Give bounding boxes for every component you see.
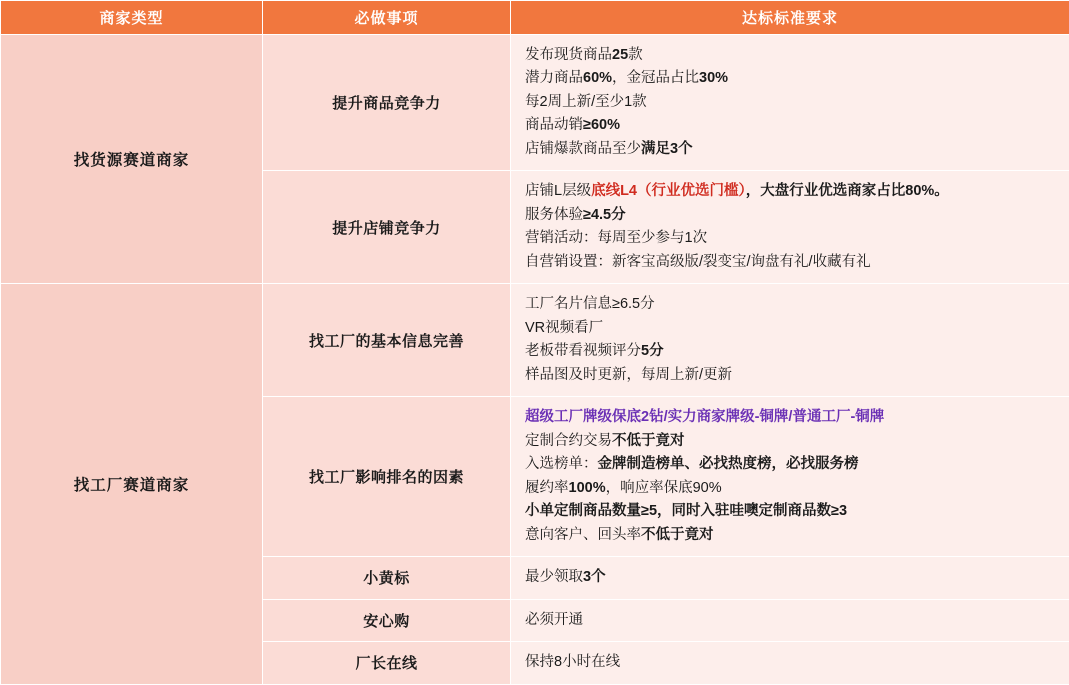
detail-line: 店铺L层级底线L4（行业优选门槛），大盘行业优选商家占比80%。 — [525, 180, 1057, 203]
detail-cell — [511, 171, 1069, 284]
detail-line: 超级工厂牌级保底2钻/实力商家牌级-铜牌/普通工厂-铜牌 — [525, 406, 1057, 429]
header-merchant-type: 商家类型 — [1, 1, 263, 35]
table-body — [1, 35, 1069, 685]
task-cell: 找工厂影响排名的因素 — [263, 397, 511, 557]
detail-cell — [511, 397, 1069, 557]
task-cell: 提升店铺竞争力 — [263, 171, 511, 284]
detail-line: 潜力商品60%，金冠品占比30% — [525, 67, 1057, 90]
detail-line: 营销活动：每周至少参与1次 — [525, 227, 1057, 250]
detail-cell — [511, 599, 1069, 641]
detail-line: 最少领取3个 — [525, 566, 1057, 589]
table-header-row — [1, 1, 1069, 35]
detail-line: 服务体验≥4.5分 — [525, 204, 1057, 227]
table-row — [1, 35, 1069, 171]
detail-line: 保持8小时在线 — [525, 651, 1057, 674]
detail-cell — [511, 557, 1069, 599]
category-cell: 找货源赛道商家 — [1, 35, 263, 284]
detail-line: 店铺爆款商品至少满足3个 — [525, 138, 1057, 161]
detail-line: 工厂名片信息≥6.5分 — [525, 293, 1057, 316]
category-cell: 找工厂赛道商家 — [1, 284, 263, 684]
detail-line: 履约率100%，响应率保底90% — [525, 477, 1057, 500]
detail-cell — [511, 35, 1069, 171]
detail-line: 入选榜单：金牌制造榜单、必找热度榜，必找服务榜 — [525, 453, 1057, 476]
detail-line: 小单定制商品数量≥5，同时入驻哇噢定制商品数≥3 — [525, 500, 1057, 523]
detail-line: 样品图及时更新，每周上新/更新 — [525, 364, 1057, 387]
detail-line: 定制合约交易不低于竟对 — [525, 430, 1057, 453]
detail-line: 发布现货商品25款 — [525, 44, 1057, 67]
detail-line: VR视频看厂 — [525, 317, 1057, 340]
detail-cell — [511, 642, 1069, 684]
task-cell: 找工厂的基本信息完善 — [263, 284, 511, 397]
header-required-task: 必做事项 — [263, 1, 511, 35]
detail-line: 商品动销≥60% — [525, 114, 1057, 137]
task-cell: 提升商品竞争力 — [263, 35, 511, 171]
task-cell: 小黄标 — [263, 557, 511, 599]
detail-line: 意向客户、回头率不低于竟对 — [525, 524, 1057, 547]
detail-line: 必须开通 — [525, 609, 1057, 632]
detail-line: 老板带看视频评分5分 — [525, 340, 1057, 363]
detail-line: 自营销设置：新客宝高级版/裂变宝/询盘有礼/收藏有礼 — [525, 251, 1057, 274]
header-standard: 达标标准要求 — [511, 1, 1069, 35]
detail-line: 每2周上新/至少1款 — [525, 91, 1057, 114]
task-cell: 安心购 — [263, 599, 511, 641]
table-row — [1, 284, 1069, 397]
detail-cell — [511, 284, 1069, 397]
task-cell: 厂长在线 — [263, 642, 511, 684]
